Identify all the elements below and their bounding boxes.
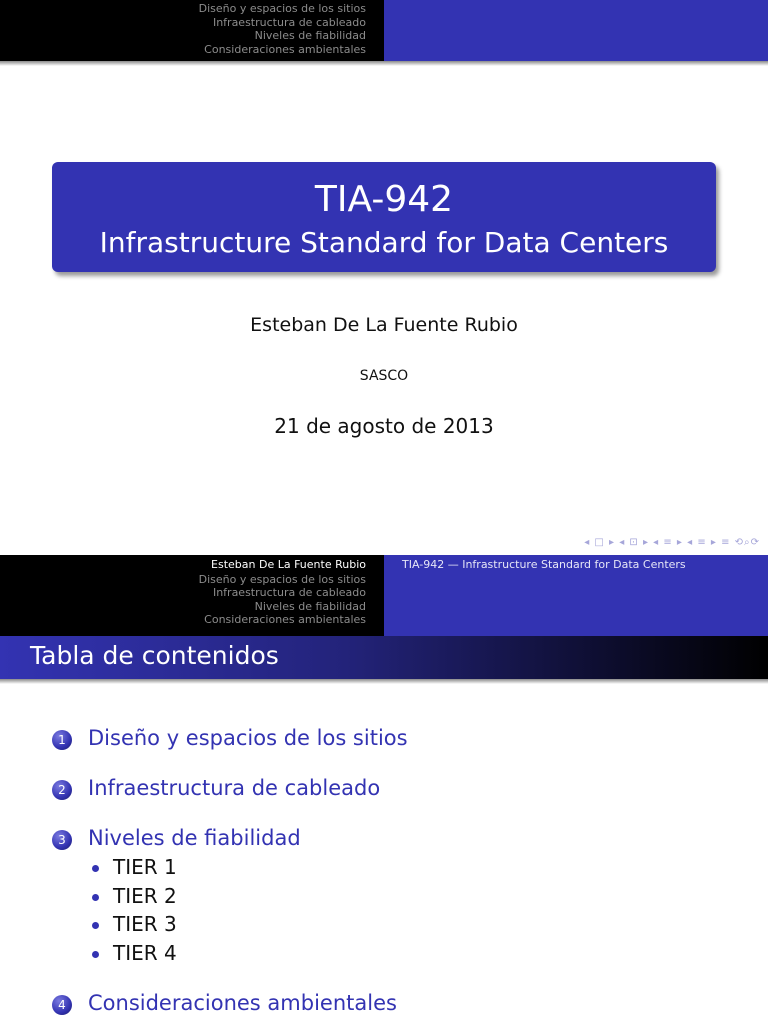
toc-subitem-label[interactable]: TIER 4 — [113, 940, 177, 965]
header-right-panel — [384, 555, 768, 636]
header-shadow — [0, 61, 768, 66]
slide1-header — [0, 0, 768, 61]
toc-subitem-label[interactable]: TIER 3 — [113, 912, 177, 936]
toc-number-ball: 1 — [52, 730, 72, 750]
header-section-link[interactable]: Diseño y espacios de los sitios — [198, 2, 366, 15]
header-section-link[interactable]: Diseño y espacios de los sitios — [198, 572, 366, 586]
frame-title-shadow — [0, 679, 768, 684]
toc-link[interactable]: Diseño y espacios de los sitios — [88, 726, 408, 750]
header-right-panel — [384, 0, 768, 61]
toc-subitem-label[interactable]: TIER 1 — [113, 855, 177, 879]
bullet-icon — [92, 894, 99, 901]
header-section-list — [0, 555, 384, 636]
date: 21 de agosto de 2013 — [274, 414, 494, 438]
slide-title: TIA-942 — [314, 179, 454, 220]
header-author: Esteban De La Fuente Rubio — [211, 558, 366, 571]
navigation-symbols[interactable]: ◂ □ ▸ ◂ ⊡ ▸ ◂ ≡ ▸ ◂ ≡ ▸ ≡ ⟲⌕⟳ — [584, 537, 760, 548]
frame-title-bar — [0, 636, 768, 679]
header-section-link[interactable]: Consideraciones ambientales — [204, 613, 366, 626]
toc-link[interactable]: Infraestructura de cableado — [88, 776, 381, 800]
slide-subtitle: Infrastructure Standard for Data Centers — [99, 226, 669, 259]
toc-number-ball: 2 — [52, 780, 72, 800]
toc-subitem-label[interactable]: TIER 2 — [113, 883, 177, 908]
slide2-header — [0, 555, 768, 636]
toc-number-ball: 4 — [52, 995, 72, 1015]
toc-number-ball: 3 — [52, 830, 72, 850]
frame-title: Tabla de contenidos — [30, 641, 279, 670]
bullet-icon — [92, 865, 99, 872]
toc-link[interactable]: Consideraciones ambientales — [88, 991, 397, 1015]
header-section-link[interactable]: Infraestructura de cableado — [212, 15, 366, 29]
institute: SASCO — [359, 368, 409, 384]
header-section-link[interactable]: Infraestructura de cableado — [212, 586, 366, 599]
header-section-link[interactable]: Niveles de fiabilidad — [254, 599, 366, 613]
toc-link[interactable]: Niveles de fiabilidad — [88, 826, 301, 850]
author: Esteban De La Fuente Rubio — [250, 314, 518, 336]
bullet-icon — [92, 951, 99, 958]
header-section-link[interactable]: Consideraciones ambientales — [204, 42, 366, 56]
header-short-title: TIA-942 — Infrastructure Standard for Data Centers — [402, 558, 686, 571]
title-block — [52, 162, 716, 272]
header-section-list — [0, 0, 384, 61]
header-section-link[interactable]: Niveles de fiabilidad — [254, 29, 366, 42]
bullet-icon — [92, 922, 99, 929]
